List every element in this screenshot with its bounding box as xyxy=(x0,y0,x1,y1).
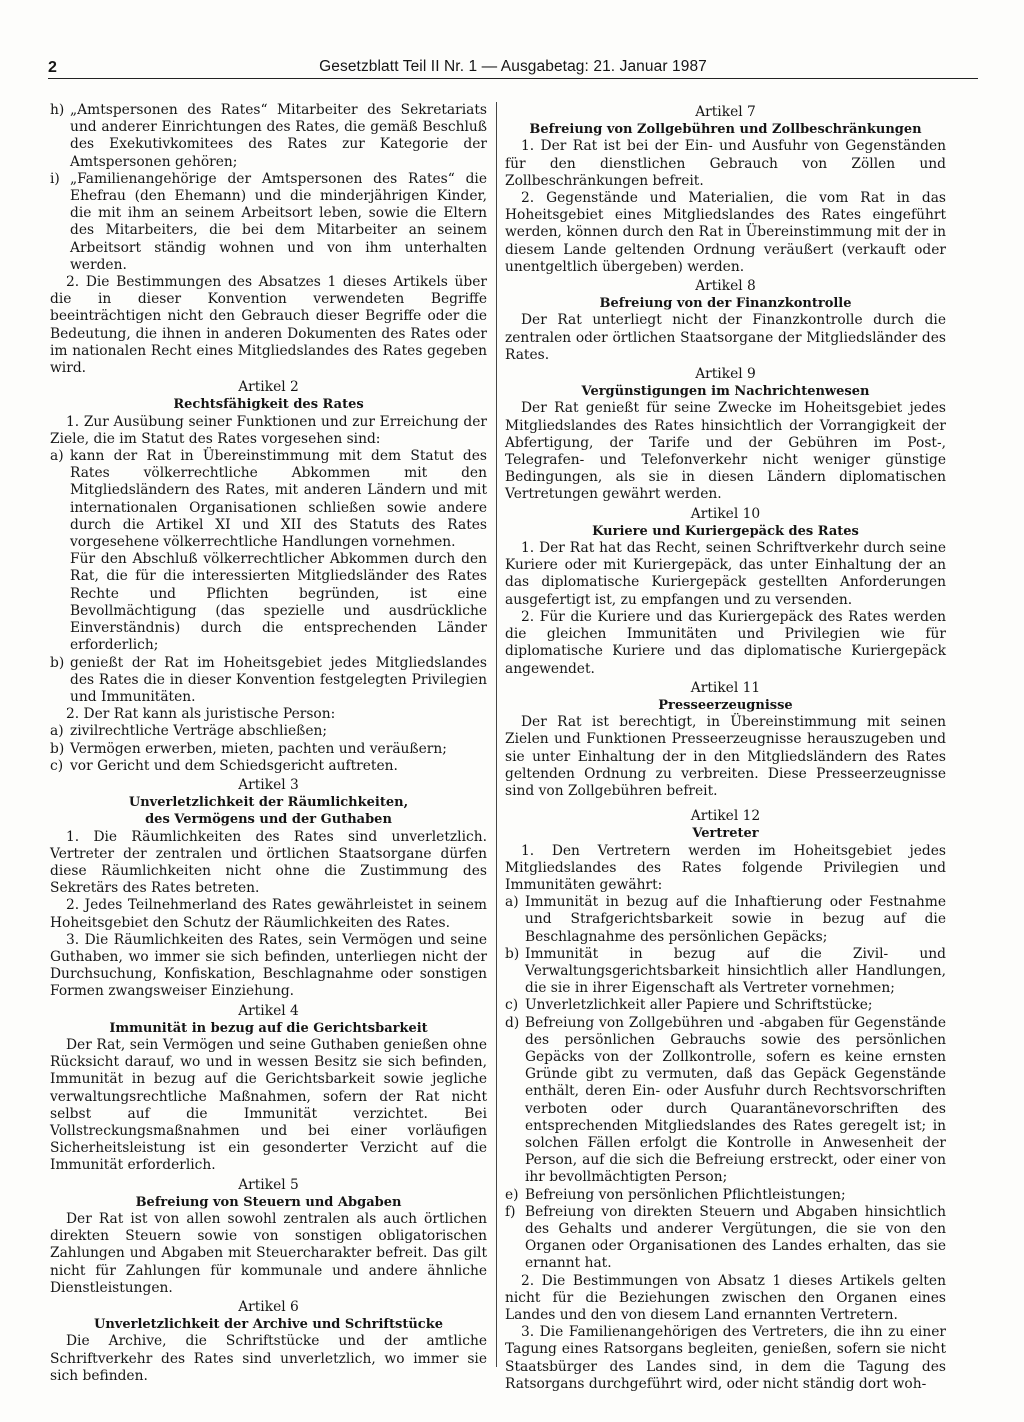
article-12-item-b: b) Immunität in bezug auf die Zivil- und Verwaltungsgerichtsbarkeit hinsichtlich aller Handlungen, die sie in ihrer Eigenschaft als Vertreter vornehmen; xyxy=(505,945,946,997)
article-5-title: Befreiung von Steuern und Abgaben xyxy=(135,1194,402,1210)
article-3-title-line-1: Unverletzlichkeit der Räumlichkeiten, xyxy=(128,795,409,811)
article-2-sub-c: c) vor Gericht und dem Schiedsgericht auftreten. xyxy=(50,757,398,774)
column-divider xyxy=(496,102,497,1367)
article-4-title: Immunität in bezug auf die Gerichtsbarkeit xyxy=(109,1020,428,1036)
right-column xyxy=(505,102,946,1393)
article-12-title: Vertreter xyxy=(692,826,759,842)
article-11-label: Artikel 11 xyxy=(690,679,761,696)
article-10-title: Kuriere und Kuriergepäck des Rates xyxy=(592,523,859,539)
article-9-paragraph: Der Rat genießt für seine Zwecke im Hoheitsgebiet jedes Mitgliedslandes des Rates hinsichtlich der Vorrangigkeit der Abfertigung, der Tarife und der Gebühren im Post-, Telegrafen- und Telefonverkehr nicht weniger günstige Bedingungen, als sie in diesen Ländern diplomatischen Vertretungen gewährt werden. xyxy=(505,400,946,503)
article-12-item-d: d) Befreiung von Zollgebühren und -abgaben für Gegenstände des persönlichen Gebrauchs sowie des persönlichen Gepäcks von der Zollkontrolle, sofern es keine ernsten Gründe gibt zu vermuten, daß das Gepäck Gegenstände enthält, deren Ein- oder Ausfuhr durch Rechtsvorschriften verboten oder durch Quarantänevorschriften des entsprechenden Mitgliedslandes des Rates geregelt ist; in solchen Fällen erfolgt die Kontrolle in Anwesenheit der Person, auf die sich die Befreiung erstreckt, oder einer von ihr bevollmächtigten Person; xyxy=(505,1014,946,1186)
article-12-item-a: a) Immunität in bezug auf die Inhaftierung oder Festnahme und Strafgerichtsbarkeit sowie in bezug auf die Beschlagnahme des persönlichen Gepäcks; xyxy=(505,894,946,945)
article-3-label: Artikel 3 xyxy=(238,776,299,793)
article-8-label: Artikel 8 xyxy=(695,278,756,295)
article-5-paragraph: Der Rat ist von allen sowohl zentralen als auch örtlichen direkten Steuern sowie von sonstigen obligatorischen Zahlungen und Abgaben mit Steuercharakter befreit. Das gilt nicht für Zahlungen für kommunale und andere ähnliche Dienstleistungen. xyxy=(50,1211,487,1296)
article-3-paragraph-1: 1. Die Räumlichkeiten des Rates sind unverletzlich. Vertreter der zentralen und örtlichen Staatsorgane dürfen diese Räumlichkeiten nicht ohne die Zustimmung des Sekretärs des Rates betreten. xyxy=(50,828,487,897)
article-6-label: Artikel 6 xyxy=(238,1299,299,1316)
article-2-sub-b: b) Vermögen erwerben, mieten, pachten und veräußern; xyxy=(50,740,447,757)
article-9-label: Artikel 9 xyxy=(695,366,756,383)
article-9-title: Vergünstigungen im Nachrichtenwesen xyxy=(581,384,870,400)
article-2-paragraph-2: 2. Der Rat kann als juristische Person: xyxy=(66,706,336,723)
article-7-paragraph-1: 1. Der Rat ist bei der Ein- und Ausfuhr von Gegenständen für den dienstlichen Gebrauch von Zöllen und Zollbeschränkungen befreit. xyxy=(505,138,946,189)
article-3-paragraph-3: 3. Die Räumlichkeiten des Rates, sein Vermögen und seine Guthaben, wo immer sie sich befinden, unterliegen nicht der Durchsuchung, Konfiskation, Beschlagnahme oder sonstigen Formen zwangsweiser Einziehung. xyxy=(50,931,487,1000)
article-2-item-a-continuation: Für den Abschluß völkerrechtlicher Abkommen durch den Rat, die für die interessierten Mitgliedsländer des Rates Rechte und Pflichten begründen, ist eine Bevollmächtigung (das spezielle und ausdrückliche Einverständnis) durch die entsprechenden Länder erforderlich; xyxy=(70,551,487,654)
article-4-paragraph: Der Rat, sein Vermögen und seine Guthaben genießen ohne Rücksicht darauf, wo und in wessen Besitz sie sich befinden, Immunität in bezug auf die Gerichtsbarkeit sowie jegliche verwaltungsrechtliche Maßnahmen, sofern der Rat nicht selbst auf die Immunität verzichtet. Bei Vollstreckungsmaßnahmen und bei einer vorläufigen Sicherheitsleistung ist ein gesonderter Verzicht auf die Immunität erforderlich. xyxy=(50,1036,487,1174)
page-number: 2 xyxy=(48,59,57,76)
article-12-paragraph-2: 2. Die Bestimmungen von Absatz 1 dieses Artikels gelten nicht für die Beziehungen zwischen den Organen eines Landes und den von diesem Land ernannten Vertretern. xyxy=(505,1272,946,1324)
article-12-item-e: e) Befreiung von persönlichen Pflichtleistungen; xyxy=(505,1186,846,1203)
article-12-label: Artikel 12 xyxy=(690,808,761,825)
paragraph-2: 2. Die Bestimmungen des Absatzes 1 dieses Artikels über die in dieser Konvention verwendeten Begriffe beeinträchtigen nicht den Gebrauch dieser Begriffe oder die Bedeutung, die ihnen in anderen Dokumenten des Rates oder im nationalen Recht eines Mitgliedslandes des Rates gegeben wird. xyxy=(50,274,487,377)
article-3-paragraph-2: 2. Jedes Teilnehmerland des Rates gewährleistet in seinem Hoheitsgebiet den Schutz der Räumlichkeiten des Rates. xyxy=(50,897,487,931)
article-10-paragraph-1: 1. Der Rat hat das Recht, seinen Schriftverkehr durch seine Kuriere oder mit Kuriergepäck, das unter Einhaltung der an das diplomatische Kuriergepäck gestellten Anforderungen ausgefertigt ist, zu empfangen und zu versenden. xyxy=(505,540,946,608)
article-8-title: Befreiung von der Finanzkontrolle xyxy=(599,296,852,312)
article-10-paragraph-2: 2. Für die Kuriere und das Kuriergepäck des Rates werden die gleichen Immunitäten und Privilegien wie für diplomatische Kuriere und das diplomatische Kuriergepäck angewendet. xyxy=(505,608,946,677)
spacer xyxy=(505,800,946,806)
article-3-title-line-2: des Vermögens und der Guthaben xyxy=(145,812,392,828)
article-12-paragraph-3: 3. Die Familienangehörigen des Vertreters, die ihn zu einer Tagung eines Ratsorgans begleiten, genießen, sofern sie nicht Staatsbürger des Landes sind, in dem die Tagung des Ratsorgans durchgeführt wird, oder nicht ständig dort woh- xyxy=(505,1324,946,1392)
article-10-label: Artikel 10 xyxy=(690,505,761,522)
definition-i: i) „Familienangehörige der Amtspersonen des Rates“ die Ehefrau (den Ehemann) und die minderjährigen Kinder, die mit ihm an seinem Arbeitsort leben, sowie die Eltern des Mitarbeiters, die bei dem Mitarbeiter an seinem Arbeitsort ständig wohnen und von ihm unterhalten werden. xyxy=(50,170,487,273)
article-2-item-a: a) kann der Rat in Übereinstimmung mit dem Statut des Rates völkerrechtliche Abkommen mit den Mitgliedsländern des Rates, mit anderen Ländern und mit internationalen Organisationen schließen sowie andere durch die Artikel XI und XII des Statuts des Rates vorgesehene völkerrechtliche Handlungen vornehmen. xyxy=(50,448,487,551)
article-11-title: Presseerzeugnisse xyxy=(658,697,793,713)
article-8-paragraph: Der Rat unterliegt nicht der Finanzkontrolle durch die zentralen oder örtlichen Staatsorgane der Mitgliedsländer des Rates. xyxy=(505,312,946,363)
left-column xyxy=(50,102,487,1385)
article-7-paragraph-2: 2. Gegenstände und Materialien, die vom Rat in das Hoheitsgebiet eines Mitgliedslandes des Rates eingeführt werden, können durch den Rat in Übereinstimmung mit der in diesem Lande geltenden Ordnung veräußert (verkauft oder unentgeltlich übergeben) werden. xyxy=(505,190,946,275)
article-12-item-f: f) Befreiung von direkten Steuern und Abgaben hinsichtlich des Gehalts und anderer Vergütungen, die sie von den Organen oder Organisationen des Landes erhalten, das sie ernannt hat. xyxy=(505,1203,946,1272)
article-7-label: Artikel 7 xyxy=(695,104,756,120)
article-6-title: Unverletzlichkeit der Archive und Schriftstücke xyxy=(93,1317,443,1333)
article-2-item-b: b) genießt der Rat im Hoheitsgebiet jedes Mitgliedslandes des Rates die in dieser Konvention festgelegten Privilegien und Immunitäten. xyxy=(50,654,487,705)
article-6-paragraph: Die Archive, die Schriftstücke und der amtliche Schriftverkehr des Rates sind unverletzlich, wo immer sie sich befinden. xyxy=(50,1333,487,1384)
article-2-paragraph-1: 1. Zur Ausübung seiner Funktionen und zur Erreichung der Ziele, die im Statut des Rates vorgesehen sind: xyxy=(50,413,487,447)
article-2-sub-a: a) zivilrechtliche Verträge abschließen; xyxy=(50,723,328,740)
running-head: Gesetzblatt Teil II Nr. 1 — Ausgabetag: 21. Januar 1987 xyxy=(319,58,707,75)
article-11-paragraph: Der Rat ist berechtigt, in Übereinstimmung mit seinen Zielen und Funktionen Presseerzeugnisse herauszugeben und sie unter Einhaltung der in den Mitgliedsländern des Rates geltenden Ordnung zu verbreiten. Diese Presseerzeugnisse sind von Zollgebühren befreit. xyxy=(505,714,946,799)
article-2-label: Artikel 2 xyxy=(238,379,299,396)
article-12-item-c: c) Unverletzlichkeit aller Papiere und Schriftstücke; xyxy=(505,997,873,1014)
article-5-label: Artikel 5 xyxy=(238,1176,299,1193)
article-2-title: Rechtsfähigkeit des Rates xyxy=(173,397,364,413)
definition-h: h) „Amtspersonen des Rates“ Mitarbeiter des Sekretariats und anderer Einrichtungen des Rates, die gemäß Beschluß des Exekutivkomitees des Rates zur Kategorie der Amtspersonen gehören; xyxy=(50,102,487,170)
article-4-label: Artikel 4 xyxy=(238,1002,299,1019)
article-12-paragraph-1: 1. Den Vertretern werden im Hoheitsgebiet jedes Mitgliedslandes des Rates folgende Privilegien und Immunitäten gewährt: xyxy=(505,842,946,893)
article-7-title: Befreiung von Zollgebühren und Zollbeschränkungen xyxy=(529,122,922,138)
page-header xyxy=(48,60,978,79)
